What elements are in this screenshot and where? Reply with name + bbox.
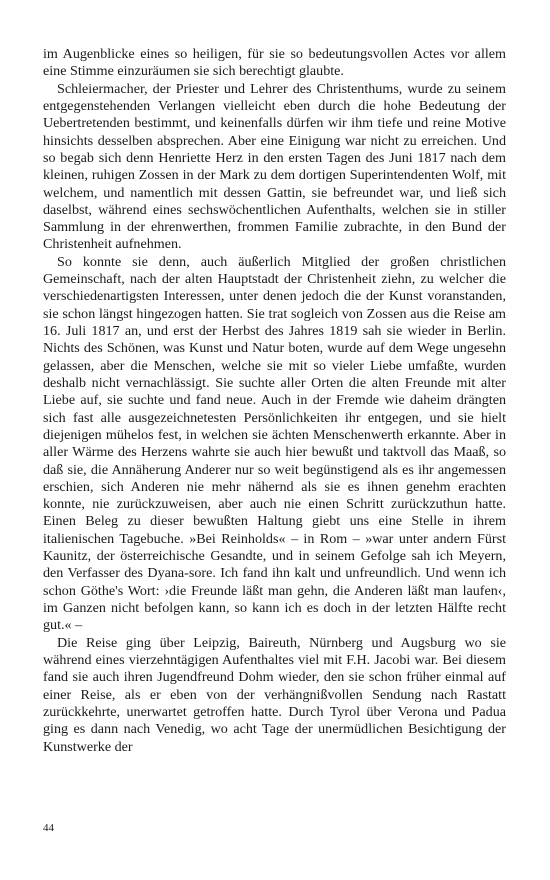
paragraph-journey-to-rome: So konnte sie denn, auch äußerlich Mitglied der großen christlichen Gemeinschaft, nach der alten Hauptstadt der Christenheit ziehn, zu welcher die verschiedenartigsten Interessen, unter denen jedoch die der Kunst voranstanden, sie schon längst hingezogen hatten. Sie trat sogleich von Zossen aus die Reise am 16. Juli 1817 an, und erst der Herbst des Jahres 1819 sah sie wieder in Berlin. Nichts des Schönen, was Kunst und Natur boten, wurde auf dem Wege ungesehn gelassen, aber die Menschen, welche sie mit so vieler Liebe umfaßte, wurden deshalb nicht vernachlässigt. Sie suchte aller Orten die alten Freunde mit alter Liebe auf, sie suchte und fand neue. Auch in der Fremde wie daheim drängten sich fast alle ausgezeichnetesten Persönlichkeiten ihr entgegen, und sie hielt diejenigen mühelos fest, in welchen sie ächten Menschenwerth erkannte. Aber in aller Wärme des Herzens wahrte sie auch hier bewußt und taktvoll das Maaß, so daß sie, die Annäherung Anderer nur so weit begünstigend als es ihr angemessen erschien, sich Anderen nie mehr nähernd als sie es ihnen genehm erachten konnte, nie zurückzuweisen, aber auch nie einen Schritt zurückzuthun hatte. Einen Beleg zu dieser bewußten Haltung giebt uns eine Stelle in ihrem italienischen Tagebuche. »Bei Reinholds« – in Rom – »war unter andern Fürst Kaunitz, der österreichische Gesandte, und in seinem Gefolge sah ich Meyern, den Verfasser des Dyana-sore. Ich fand ihn kalt und unfreundlich. Und wenn ich schon Göthe's Wort: ›die Freunde läßt man gehn, die Anderen läßt man laufen‹, im Ganzen nicht befolgen kann, so kann ich es doch in der letzten Hälfte recht gut.« –: [43, 253, 506, 634]
page-body: [43, 46, 506, 756]
paragraph-travel-route: Die Reise ging über Leipzig, Baireuth, Nürnberg und Augsburg wo sie während eines vierzehntägigen Aufenthaltes viel mit F.H. Jacobi war. Bei diesem fand sie auch ihren Jugendfreund Dohm wieder, den sie schon früher einmal auf einer Reise, als er eben von der verhängnißvollen Sendung nach Rastatt zurückkehrte, unerwartet getroffen hatte. Durch Tyrol über Verona und Padua ging es dann nach Venedig, wo acht Tage der unermüdlichen Besichtigung der Kunstwerke der: [43, 634, 506, 755]
paragraph-continuation: im Augenblicke eines so heiligen, für sie so bedeutungsvollen Actes vor allem eine Stimme einzuräumen sie sich berechtigt glaubte.: [43, 46, 506, 80]
paragraph-schleiermacher: Schleiermacher, der Priester und Lehrer des Christenthums, wurde zu seinem entgegenstehenden Verlangen vielleicht eben durch die hohe Bedeutung der Uebertretenden bestimmt, und keinenfalls dürfen wir ihm tiefe und reine Motive hinsichts desselben absprechen. Aber eine Einigung war nicht zu erreichen. Und so begab sich denn Henriette Herz in den ersten Tagen des Juni 1817 nach dem kleinen, ruhigen Zossen in der Mark zu dem dortigen Superintendenten Wolf, mit welchem, und namentlich mit dessen Gattin, sie befreundet war, und ließ sich daselbst, während eines sechswöchentlichen Aufenthalts, welchen sie in stiller Sammlung in der ehrenwerthen, frommen Familie zubrachte, in den Bund der Christenheit aufnehmen.: [43, 80, 506, 253]
page-number: 44: [43, 822, 54, 834]
